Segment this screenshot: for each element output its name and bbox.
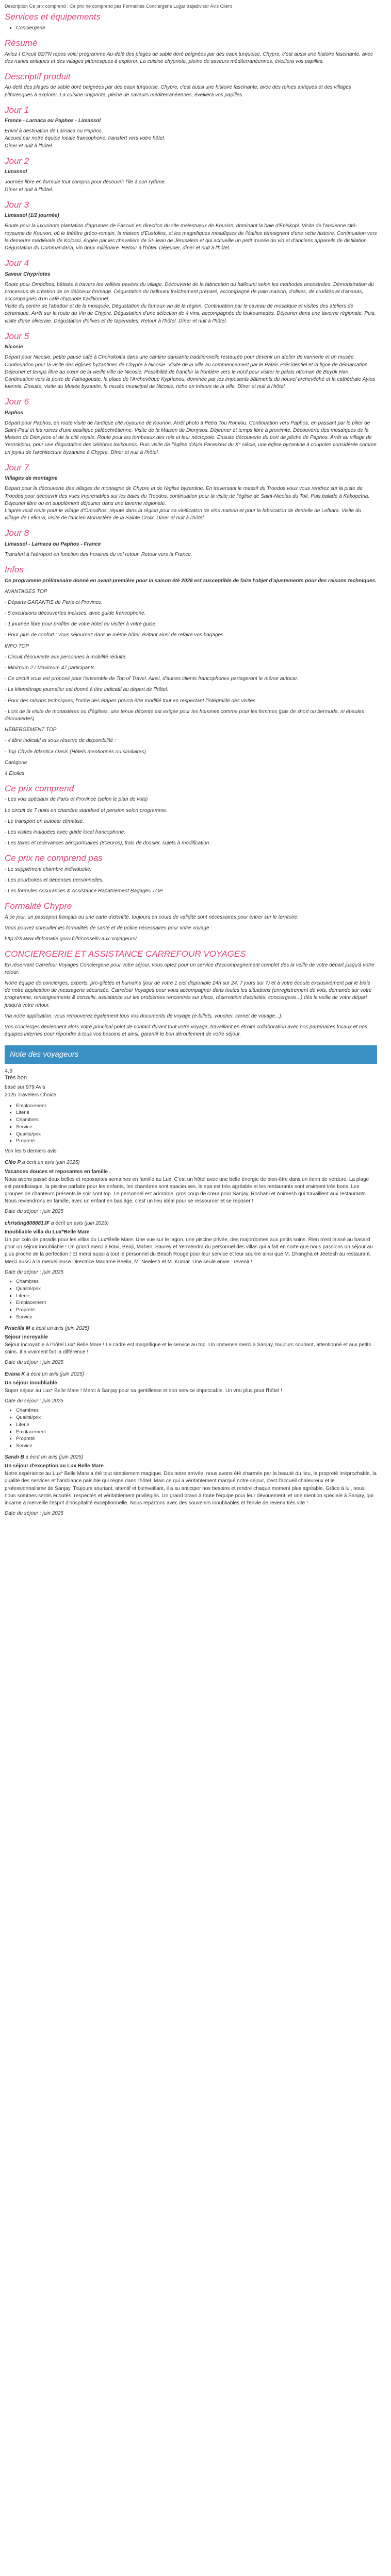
review-date: Date du séjour : juin 2025 (5, 1398, 63, 1404)
day-title: Jour 6 (5, 397, 29, 407)
rating-categories (5, 1103, 377, 1145)
rating-category: ▪ Chambres (16, 1116, 377, 1124)
day-text: Route pour la luxuriante plantation d'agrumes de Fasouri en direction du site majestueux de Kourion, dominant la baie d'Episkopi. Visite de l'ancienne cité-royaume de Kourion, où le théâtre gréco-romain, la maison d'Eustolios, et les magnifiques mosaïques de l'édifice témoignent d'une riche histoire. Continuation vers la demeure médiévale de Kolossi, érigée par les chevaliers de St-Jean de Jérusalem et qui accueille un petit musée du vin et d'anciens appareils de distillation. Dégustation du Commandaria, vin doux millénaire. Retour à l'hôtel. Déjeuner, dîner et nuit à l'hôtel. (5, 223, 377, 251)
avantage-item: - Départs GARANTIS de Paris et Province. (5, 599, 103, 605)
resume-title: Résumé (5, 38, 38, 48)
info-top-item: - Lors de la visite de monastères ou d'églises, une tenue décente est exigée pour les hommes comme pour les femmes (pas de short ou bermuda, ni épaules découvertes). (5, 708, 364, 722)
day-text: Départ pour Nicosie, petite pause café à Choirokoitia dans une cantine dansante traditionnelle restaurée pour devenir un atelier de vannerie et un musée. Continuation pour la visite des églises byzantines de Chypre à Nicosie. Visite de la ville au commencement par le Palais Présidentiel et la ligne de démarcation. Déjeuner et temps libre au cœur de la vieille ville de Nicosie. Possibilité de franchir la frontière vers le nord pour visiter le palais ottoman de Büyük Han. Continuation vers la porte de Famagouste, la place de l'Archevêque Kyprianou, dominée par les imposants bâtiments du nouvel archevêché et la cathédrale Ayios Ioannis. Ensuite, visite du Musée byzantin, le musée municipal de Nicosie, riche en trésors de la ville. Dîner et nuit à l'hôtel. (5, 354, 375, 390)
avantages-title: AVANTAGES TOP (5, 588, 47, 595)
review-text: Super séjour au Lux* Belle Mare ! Merci à Sanjay pour sa gentillesse et son service impeccable. Un vrai plus pour l'hôtel ! (5, 1387, 282, 1394)
day-text: Départ pour Paphos, en route visite de l'antique cité royaume de Kourion. Arrêt photo à Petra Tou Romiou. Continuation vers Paphos, en passant par le pilier de Saint-Paul et les ruines d'une basilique paléochrétienne. Visite de la Maison de Dionysos. Déjeuner et temps libre à proximité. Découverte des mosaïques de la Maison de Dionysos et de la cité royale. Route pour les tombeaux des rois et leur nécropole. Ensuite découverte du port de pêche de Paphos. Arrêt au village de Yeroskipou, pour une dégustation des célèbres loukoumis. Puis visite de l'église d'Ayia Paraskevi du Xᵉ siècle, une église byzantine à coupoles considérée comme un joyau de l'architecture byzantine à Chypre. Dîner et nuit à l'hôtel. (5, 420, 377, 455)
conciergerie-text: Vos concierges deviennent alors votre principal point de contact durant tout votre voyage, travaillant en étroite collaboration avec nos partenaires locaux et nos équipes internes pour répondre à tous vos besoins et ainsi, garantir le bon déroulement de votre séjour. (5, 1024, 367, 1038)
day-text: Envol à destination de Larnaca ou Paphos. Accueil par notre équipe locale francophone, transfert vers votre hôtel. Dîner et nuit à l'hôtel. (5, 128, 166, 149)
review-title: Séjour incroyable (5, 1334, 48, 1340)
review-author: christing808881JF (5, 1220, 50, 1226)
review-written: a écrit un avis (juin 2025) (31, 1325, 89, 1331)
review-tag: ▪ Chambres (16, 1278, 377, 1285)
prix-comprend-item: - Le transport en autocar climatisé. (5, 818, 84, 824)
review-score (5, 1068, 377, 1082)
day-subtitle: Limassol - Larnaca ou Paphos - France (5, 541, 101, 547)
review-item (5, 1159, 377, 1215)
rating-category: ▪ Emplacement (16, 1103, 377, 1110)
reviews-count-link[interactable]: Voir les 5 derniers avis (5, 1148, 57, 1155)
review-author-line (5, 1325, 377, 1332)
day-title: Jour 2 (5, 156, 29, 166)
hebergement-item: - 4 libre indicatif et sous réserve de disponibilité : (5, 738, 116, 744)
prix-ne-comprend-item: - Les pourboires et dépenses personnelles. (5, 877, 104, 883)
day-subtitle: Limassol (5, 169, 27, 175)
day-title: Jour 3 (5, 199, 29, 210)
info-top-item: - Pour des raisons techniques, l'ordre des étapes pourra être modifié tout en respectant l'intégralité des visites. (5, 698, 257, 704)
services-list (5, 24, 377, 32)
prix-comprend-title: Ce prix comprend (5, 784, 74, 794)
tripadvisor-award: 2025 Travelers Choice (5, 1092, 57, 1098)
review-text: Un pur coin de paradis pour les villas du Lux*Belle Mare. Une vue sur le lagon, une piscine privée, des majordomes aux petits soins. Rien n'est laissé au hasard pour un séjour inoubliable ! Un grand merci à Ravi, Benji, Mahen, Saurey et Yermendra du personnel des villas qui a fait en sorte que nous passions un séjour au plus proche de la perfection ! Et merci aussi à tout le personnel du Beach Rouge pour leur service et leur sourire ainsi que M. Dhangha et Jeetesh au restaurant. Merci aussi à la merveilleuse Directrice Madame Beelia, M. Neelesh et M. Kumar. Une seule envie : revenir ! (5, 1237, 373, 1265)
prix-ne-comprend-item: - Le supplément chambre individuelle. (5, 866, 92, 872)
info-top-title: INFO TOP (5, 643, 29, 649)
day-title: Jour 1 (5, 105, 29, 115)
formalites-text: Vous pouvez consulter les formalités de santé et de police nécessaires pour votre voyage : (5, 925, 213, 931)
review-text: Nous avons passé deux belles et reposantes semaines en famille au Lux. C'est un hôtel avec une belle énergie de bien-être dans un écrin de verdure. La plage est paradisiaque, la piscine parfaite pour les enfants, les chambres sont spacieuses, le spa est très agréable et les restaurants sont vraiment très bons. Les groupes de chanteurs présents le soir sont top. Le personnel est adorable, gros coup de cœur pour Sanjay, Roshani et Animesh qui travaillent aux restaurants. Nous reviendrons en famille, avec un enfant en bas âge, c'est un lieu idéal pour se ressourcer et se reposer ! (5, 1176, 369, 1205)
review-text: Notre expérience au Lux* Belle Mare a été tout simplement magique. Dès notre arrivée, nous avons été charmés par la beauté du lieu, la propreté irréprochable, la qualité des services et l'ambiance paisible qui règne dans l'hôtel. Mais ce qui a véritablement marqué notre séjour, c'est l'accueil chaleureux et le professionnalisme de Sanjay. Toujours souriant, attentif et bienveillant, il a su anticiper nos besoins et rendre chaque moment plus agréable. Grâce à lui, nous nous sommes sentis écoutés, respectés et véritablement privilégiés. Un grand bravo à toute l'équipe pour leur dévouement, et une mention spéciale à Sanjay, qui incarne à merveille l'esprit d'hospitalité exceptionnelle. Nous repartons avec des souvenirs inoubliables et l'envie de revenir très vite ! (5, 1471, 377, 1506)
review-title: Un séjour inoubliable (5, 1380, 57, 1386)
itinerary (5, 105, 377, 558)
score-value: 4.9 (5, 1067, 13, 1074)
review-tag: ▪ Qualité/prix (16, 1285, 377, 1293)
review-tag: ▪ Service (16, 1314, 377, 1321)
review-tag: ▪ Service (16, 1443, 377, 1450)
breadcrumb-description: Description Ce prix comprend : Ce prix ne comprend pas Formalités Conciergerie Lugar trajadivisor Avis Client (5, 4, 232, 9)
review-tag: ▪ Emplacement (16, 1429, 377, 1436)
day-section (5, 463, 377, 522)
review-written: a écrit un avis (juin 2025) (26, 1371, 84, 1377)
conciergerie-section (5, 949, 377, 1038)
review-date: Date du séjour : juin 2025 (5, 1360, 63, 1366)
conciergerie-title: CONCIERGERIE ET ASSISTANCE CARREFOUR VOYAGES (5, 949, 246, 959)
reviews-list (5, 1159, 377, 1517)
prix-comprend-section (5, 784, 377, 847)
review-tag: ▪ Chambres (16, 1407, 377, 1414)
prix-comprend-item: - Les taxes et redevances aéroportuaires (80euros), frais de dossier, sujets à modification. (5, 840, 211, 846)
review-tag: ▪ Literie (16, 1421, 377, 1429)
day-section (5, 156, 377, 194)
info-top-item: - La kilométrage journalier est donné à titre indicatif au départ de l'hôtel. (5, 687, 169, 693)
review-written: a écrit un avis (juin 2025) (25, 1454, 84, 1460)
day-title: Jour 7 (5, 462, 29, 472)
day-section (5, 528, 377, 558)
review-author-line (5, 1454, 377, 1461)
day-title: Jour 8 (5, 528, 29, 538)
review-date: Date du séjour : juin 2025 (5, 1269, 63, 1275)
prix-comprend-item: Le circuit de 7 nuits en chambre standard et pension selon programme. (5, 807, 168, 814)
descriptif-text: Au-delà des plages de sable doré baignées par des eaux turquoise, Chypre, c'est aussi une histoire fascinante, avec des ruines antiques et des villages pittoresques à explorer. La cuisine chypriote, pleine de saveurs méditerranéennes, éveillera vos papilles. (5, 84, 351, 98)
review-author: Priscilla M (5, 1325, 30, 1331)
hebergement-item: - Top Chyde Atlantica Oasis (Hôtels mentionnés ou similaires). (5, 749, 148, 755)
info-top-item: - Minimum 2 / Maximum 47 participants. (5, 665, 96, 671)
review-tags (5, 1278, 377, 1321)
prix-ne-comprend-item: - Les formules Assurances & Assistance Rapatriement Bagages TOP. (5, 888, 164, 894)
day-subtitle: France - Larnaca ou Paphos - Limassol (5, 118, 101, 124)
formalites-link[interactable]: http:///Xwww.diplomatie.gouv.fr/fr/conseils-aux-voyageurs/ (5, 936, 137, 942)
avantage-item: - 5 excursions découvertes incluses, avec guide francophone. (5, 611, 146, 617)
avantage-item: - 1 journée libre pour profiter de votre hôtel ou visiter à votre guise. (5, 621, 157, 628)
review-title: Inoubliable villa du Lux*Belle Mare (5, 1229, 90, 1235)
services-title: Services et équipements (5, 11, 101, 22)
day-section (5, 200, 377, 252)
conciergerie-text: Notre équipe de concierges, experts, pro-giletés et humains (jour de votre 1 ciel disponible 24h sur 24, 7 jours sur 7) et à votre écoute exclusivement par le biais de notre application de messagerie sécurisée, Carrefour Voyages pour vous accompagner dans toutes les situations (enregistrement de vols, demande sur votre programme, renseignements & conseils, assistance sur les problèmes rencontrés sur place, réservation d'activités, conciergerie...) dès la veille de votre départ jusqu'à votre retour. (5, 980, 372, 1008)
review-title: Vacances douces et reposantes en famille . (5, 1168, 111, 1175)
service-item: ▪ Conciergerie (16, 24, 377, 32)
review-item (5, 1220, 377, 1321)
day-text: Route pour Omodhos, bâtisée à travers les vallées pavées du village. Découverte de la fabrication du halloumi selon les méthodes ancestrales. Démonstration du processus de création de ce délicieux fromage. Dégustation du halloumi fraîchement préparé, accompagné de pain maison, d'olives, de crudités et d'ananas, accompagnés d'un café chypriote traditionnel. Visite du centre de l'abattoir et de la mosquée. Dégustation du fameux vin de la région. Continuation par le caveau de mosaïque et visites des ateliers de céramique. Arrêt sur la route du Vin de Chypre. Dégustation d'une sélection de 4 vins, accompagnée de loukoumadès. Déjeuner dans une taverne régionale. Puis, visite d'une oliveraie. Dégustation d'olives et de tapenades. Retour à l'hôtel. Dîner et nuit à l'hôtel. (5, 281, 376, 324)
categorie-value: 4 Etoiles (5, 770, 25, 776)
review-title: Un séjour d'exception au Lux Belle Mare (5, 1463, 104, 1469)
day-section (5, 258, 377, 325)
review-author-line (5, 1371, 377, 1378)
review-written: a écrit un avis (juin 2025) (22, 1160, 80, 1166)
formalites-title: Formalité Chypre (5, 901, 72, 911)
conciergerie-text: En réservant Carrefour Voyages Conciergerie pour votre séjour, vous optez pour un service d'accompagnement complet dès la veille de votre départ jusqu'à votre retour. (5, 962, 374, 975)
day-text: Départ pour la découverte des villages de montagne de Chypre et de l'église byzantine. En traversant le massif du Troodos vous vous rendrez sur la piste de Troodos pour découvrir des vues imprenables sur les baies du Troodos, continuation pour la visite de l'église de Saint-Nicolas du Toit. Puis balade à Kakopetria. Déjeuner libre ou en supplément déjeuner dans une taverne régionale. L'après-midi route pour le village d'Omodhos, réputé dans la région pour sa vinification de vins maison et pour la fabrication de dentelle de Lefkara. Visite du village de Lefkara, visite de l'ancien Monastère de la Sainte Croix. Dîner et nuit à l'hôtel. (5, 486, 370, 521)
review-item (5, 1454, 377, 1518)
resume-text: Aviez-t Circuit 02/7N repos voici programme Au-delà des plages de sable doré baignées par des eaux turquoise, Chypre, c'est aussi une histoire fascinante, avec des ruines antiques et des villages pittoresques à explorer. La cuisine chypriote, pleine de saveurs méditerranéennes, éveillera vos papilles. (5, 51, 373, 64)
prix-comprend-item: - Les visites indiquées avec guide local francophone. (5, 829, 126, 836)
prix-ne-comprend-title: Ce prix ne comprend pas (5, 853, 103, 863)
review-tags (5, 1407, 377, 1450)
review-author: Cléo P (5, 1160, 21, 1166)
score-label: Très bon (5, 1075, 27, 1081)
conciergerie-text: Via notre application, vous retrouverez également tous vos documents de voyage (e-billets, voucher, carnet de voyage...). (5, 1013, 283, 1019)
descriptif-title: Descriptif produit (5, 71, 71, 81)
day-title: Jour 4 (5, 258, 29, 268)
day-subtitle: Paphos (5, 410, 24, 416)
hebergement-title: HÉBERGEMENT TOP (5, 727, 57, 733)
infos-title: Infos (5, 565, 24, 575)
review-tag: ▪ Literie (16, 1293, 377, 1300)
infos-section (5, 565, 377, 777)
rating-category: ▪ Literie (16, 1109, 377, 1116)
review-item (5, 1325, 377, 1367)
avantage-item: - Pour plus de confort : vous séjournez dans le même hôtel, évitant ainsi de refaire vos bagages. (5, 632, 225, 638)
review-date: Date du séjour : juin 2025 (5, 1511, 63, 1517)
day-title: Jour 5 (5, 331, 29, 341)
day-subtitle: Saveur Chypriotes (5, 271, 51, 277)
categorie-title: Catégorie (5, 759, 27, 766)
reviews-header: Note des voyageurs (5, 1045, 377, 1063)
info-top-item: - Circuit découverte aux personnes à mobilité réduite. (5, 654, 127, 660)
review-text: Séjour incroyable à l'hôtel Lux* Belle Mare ! Le cadre est magnifique et le service au top. Un immense merci à Sanjay, toujours souriant, attentionné et aux petits soins. Il a vraiment fait la différence ! (5, 1342, 371, 1355)
info-top-item: - Ce circuit vous est proposé pour l'ensemble de Top of Travel. Ainsi, d'autres clients francophones partageront le même autocar. (5, 676, 299, 682)
day-section (5, 105, 377, 150)
review-author: Evana K (5, 1371, 25, 1377)
rating-category: ▪ Propreté (16, 1138, 377, 1145)
review-tag: ▪ Propreté (16, 1435, 377, 1443)
review-written: a écrit un avis (juin 2025) (51, 1220, 109, 1226)
rating-category: ▪ Qualité/prix (16, 1131, 377, 1138)
review-author-line (5, 1220, 377, 1227)
formalites-text: À ce jour, un passeport français ou une carte d'identité, toujours en cours de validité sont nécessaires pour entrer sur le territoire. (5, 914, 299, 920)
formalites-section (5, 901, 377, 943)
infos-note: Ce programme préliminaire donné en avant-première pour la saison été 2026 est susceptible de faire l'objet d'ajustements pour des raisons techniques. (5, 578, 377, 584)
review-date: Date du séjour : juin 2025 (5, 1209, 63, 1215)
day-section (5, 331, 377, 391)
rating-category: ▪ Service (16, 1124, 377, 1131)
day-subtitle: Villages de montagne (5, 476, 58, 482)
prix-comprend-item: - Les vols spéciaux de Paris et Province (selon le plan de vols) (5, 796, 148, 803)
day-subtitle: Nicosie (5, 344, 23, 350)
day-section (5, 397, 377, 456)
review-tag: ▪ Emplacement (16, 1299, 377, 1307)
day-text: Transfert à l'aéroport en fonction des horaires du vol retour. Retour vers la France. (5, 551, 192, 557)
prix-ne-comprend-section (5, 853, 377, 895)
day-text: Journée libre en formule tout compris pour découvrir l'île à son rythme. Dîner et nuit à l'hôtel. (5, 179, 166, 193)
review-tag: ▪ Qualité/prix (16, 1414, 377, 1421)
review-item (5, 1371, 377, 1450)
day-subtitle: Limassol (1/2 journée) (5, 213, 59, 219)
review-author-line (5, 1159, 377, 1166)
review-author: Sarah B (5, 1454, 24, 1460)
review-count: basé sur 979 Avis (5, 1084, 45, 1091)
review-tag: ▪ Propreté (16, 1307, 377, 1314)
